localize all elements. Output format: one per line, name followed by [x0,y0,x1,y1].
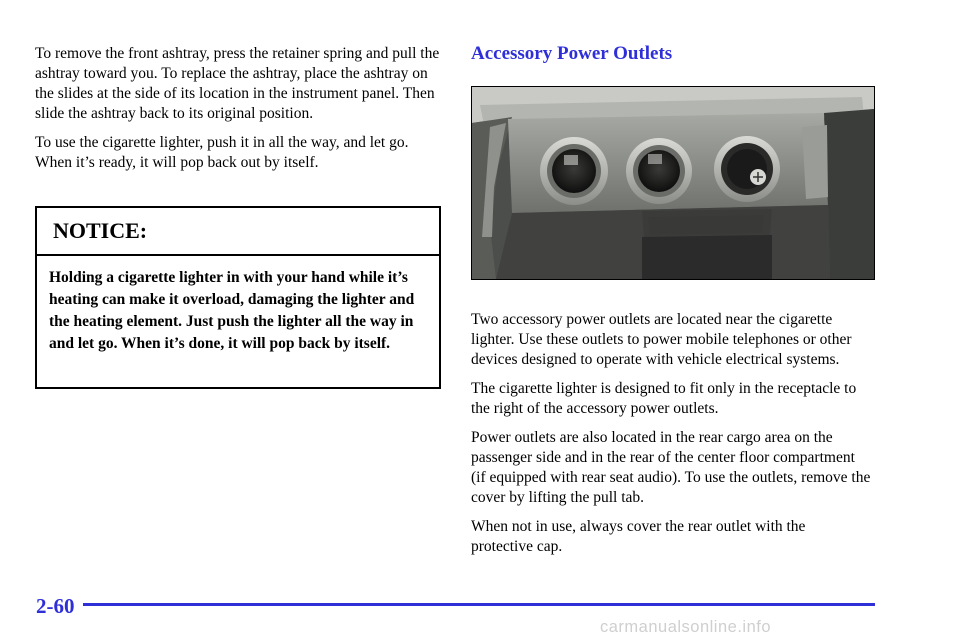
left-column [35,44,440,182]
watermark: carmanualsonline.info [600,618,772,636]
power-outlets-photo [471,86,875,280]
right-column [471,310,871,566]
lighter-receptacle-paragraph: The cigarette lighter is designed to fit only in the receptacle to the right of the accessory power outlets. [471,380,857,417]
ashtray-paragraph: To remove the front ashtray, press the retainer spring and pull the ashtray toward you. To replace the ashtray, place the ashtray on the slides at the side of its location in the instrument panel. Then slide the ashtray back to its original position. [35,45,440,122]
cover-paragraph: When not in use, always cover the rear outlet with the protective cap. [471,518,806,555]
footer-rule [83,603,875,606]
power-outlets-illustration [472,87,874,279]
page-number: 2-60 [36,594,75,618]
outlets-paragraph: Two accessory power outlets are located near the cigarette lighter. Use these outlets to power mobile telephones or other devices designed to operate with vehicle electrical systems. [471,311,852,368]
rear-outlets-paragraph: Power outlets are also located in the rear cargo area on the passenger side and in the rear of the center floor compartment (if equipped with rear seat audio). To use the outlets, remove the cover by lifting the pull tab. [471,429,871,506]
notice-body: Holding a cigarette lighter in with your hand while it’s heating can make it overload, damaging the lighter and the heating element. Just push the lighter all the way in and let go. When it’s done, it will pop back by itself. [49,269,415,352]
notice-box [35,206,441,389]
notice-title: NOTICE: [37,208,439,256]
lighter-paragraph: To use the cigarette lighter, push it in all the way, and let go. When it’s ready, it will pop back out by itself. [35,134,409,171]
section-title: Accessory Power Outlets [471,43,673,64]
